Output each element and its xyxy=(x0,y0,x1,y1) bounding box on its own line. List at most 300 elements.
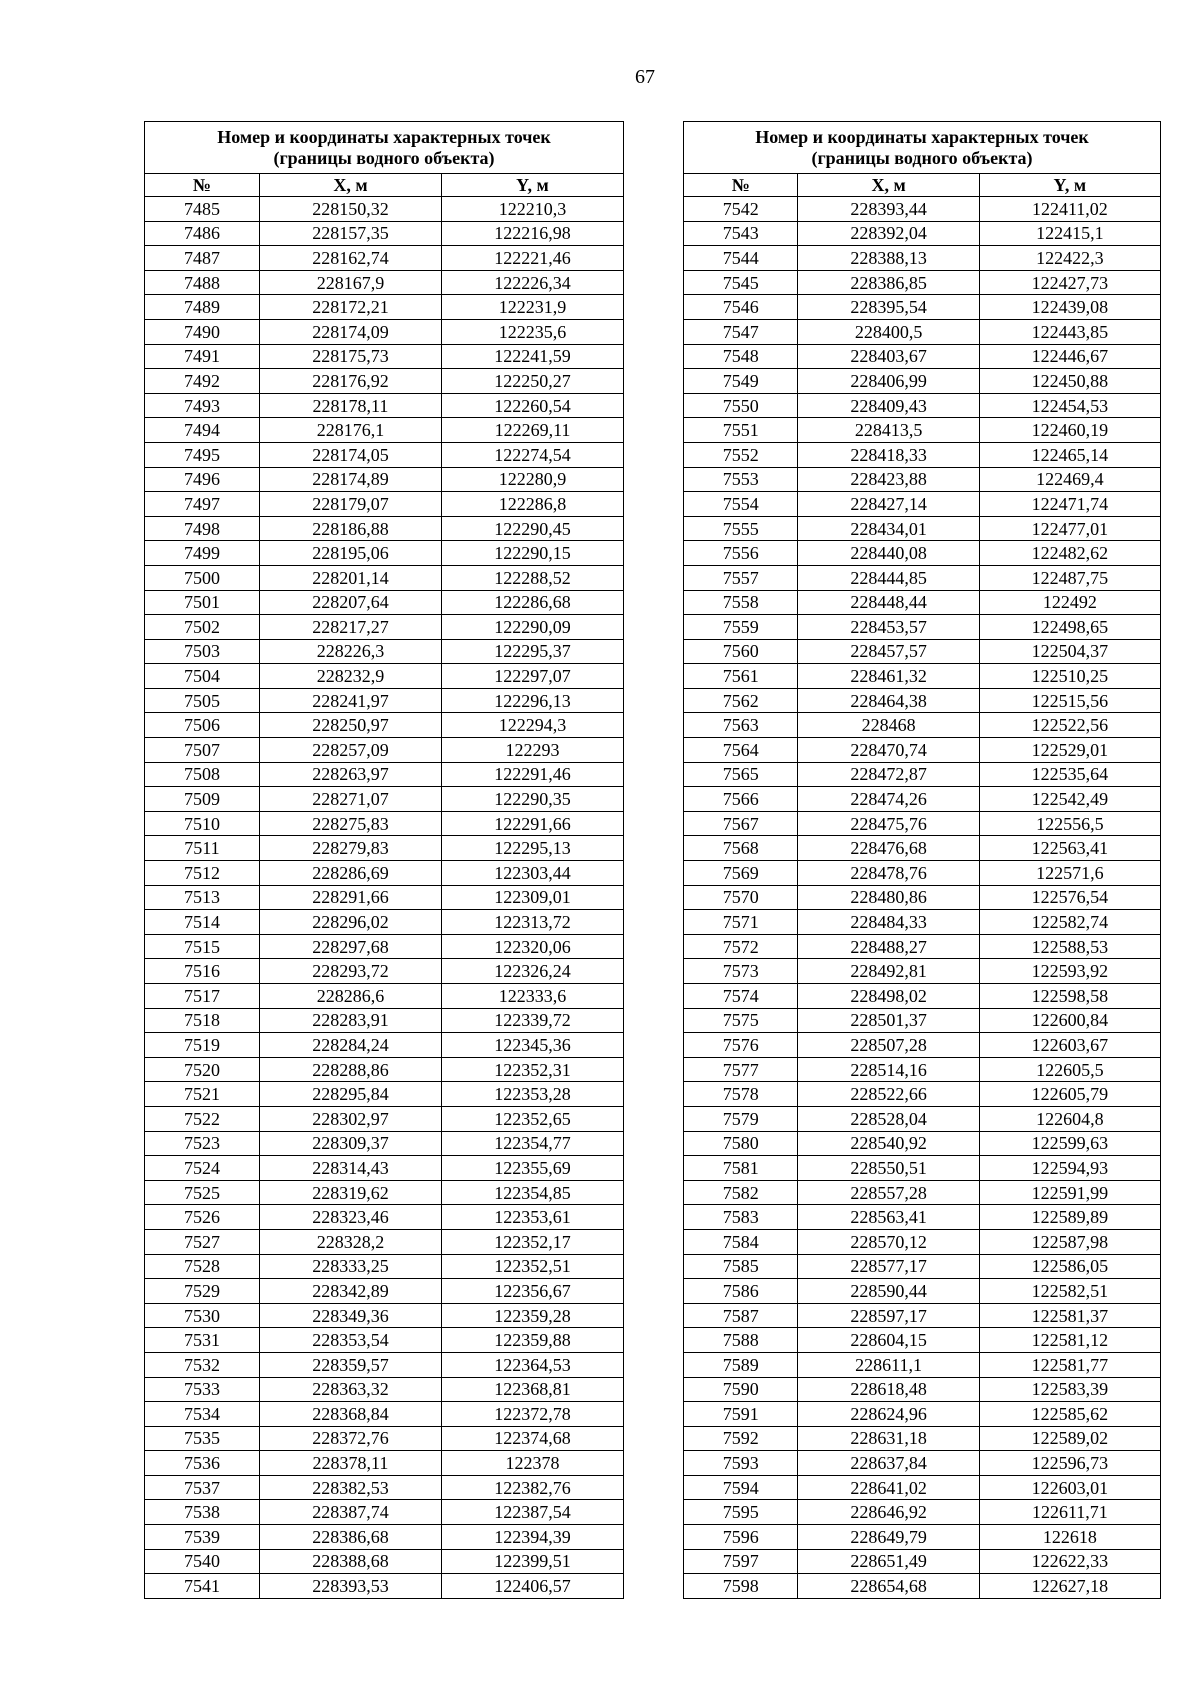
point-number-cell: 7510 xyxy=(145,811,260,836)
point-number-cell: 7568 xyxy=(684,836,798,861)
point-number-cell: 7545 xyxy=(684,270,798,295)
table-row xyxy=(145,688,624,713)
x-coordinate-cell: 228295,84 xyxy=(259,1082,441,1107)
table-row xyxy=(145,984,624,1009)
point-number-cell: 7553 xyxy=(684,467,798,492)
y-coordinate-cell: 122515,56 xyxy=(979,688,1160,713)
table-row xyxy=(684,516,1161,541)
point-number-cell: 7542 xyxy=(684,197,798,222)
table-row xyxy=(145,590,624,615)
x-coordinate-cell: 228314,43 xyxy=(259,1156,441,1181)
table-row xyxy=(145,1254,624,1279)
point-number-cell: 7551 xyxy=(684,418,798,443)
point-number-cell: 7537 xyxy=(145,1475,260,1500)
x-coordinate-cell: 228597,17 xyxy=(798,1303,979,1328)
point-number-cell: 7584 xyxy=(684,1229,798,1254)
x-coordinate-cell: 228349,36 xyxy=(259,1303,441,1328)
table-row xyxy=(684,738,1161,763)
x-coordinate-cell: 228309,37 xyxy=(259,1131,441,1156)
point-number-cell: 7523 xyxy=(145,1131,260,1156)
y-coordinate-cell: 122382,76 xyxy=(441,1475,623,1500)
x-coordinate-cell: 228641,02 xyxy=(798,1475,979,1500)
table-row xyxy=(145,270,624,295)
table-row xyxy=(145,1525,624,1550)
y-coordinate-cell: 122290,15 xyxy=(441,541,623,566)
x-coordinate-cell: 228302,97 xyxy=(259,1106,441,1131)
x-coordinate-cell: 228406,99 xyxy=(798,369,979,394)
point-number-cell: 7532 xyxy=(145,1352,260,1377)
point-number-cell: 7526 xyxy=(145,1205,260,1230)
y-coordinate-cell: 122286,8 xyxy=(441,492,623,517)
point-number-cell: 7592 xyxy=(684,1426,798,1451)
table-row xyxy=(684,836,1161,861)
point-number-cell: 7559 xyxy=(684,615,798,640)
y-coordinate-cell: 122529,01 xyxy=(979,738,1160,763)
y-coordinate-cell: 122582,51 xyxy=(979,1279,1160,1304)
y-coordinate-cell: 122309,01 xyxy=(441,885,623,910)
table-row xyxy=(684,1033,1161,1058)
x-coordinate-cell: 228388,68 xyxy=(259,1549,441,1574)
x-coordinate-cell: 228172,21 xyxy=(259,295,441,320)
table-row xyxy=(145,1106,624,1131)
x-coordinate-cell: 228461,32 xyxy=(798,664,979,689)
y-coordinate-cell: 122290,35 xyxy=(441,787,623,812)
y-coordinate-cell: 122353,28 xyxy=(441,1082,623,1107)
y-coordinate-cell: 122593,92 xyxy=(979,959,1160,984)
table-row xyxy=(145,1402,624,1427)
x-coordinate-cell: 228342,89 xyxy=(259,1279,441,1304)
x-coordinate-cell: 228474,26 xyxy=(798,787,979,812)
point-number-cell: 7564 xyxy=(684,738,798,763)
point-number-cell: 7582 xyxy=(684,1180,798,1205)
point-number-cell: 7577 xyxy=(684,1057,798,1082)
point-number-cell: 7507 xyxy=(145,738,260,763)
x-coordinate-cell: 228470,74 xyxy=(798,738,979,763)
point-number-cell: 7534 xyxy=(145,1402,260,1427)
point-number-cell: 7597 xyxy=(684,1549,798,1574)
x-coordinate-cell: 228372,76 xyxy=(259,1426,441,1451)
x-coordinate-cell: 228604,15 xyxy=(798,1328,979,1353)
table-row xyxy=(684,270,1161,295)
x-coordinate-cell: 228448,44 xyxy=(798,590,979,615)
y-coordinate-cell: 122226,34 xyxy=(441,270,623,295)
point-number-cell: 7588 xyxy=(684,1328,798,1353)
y-coordinate-cell: 122235,6 xyxy=(441,319,623,344)
x-coordinate-cell: 228440,08 xyxy=(798,541,979,566)
table-row xyxy=(145,1475,624,1500)
x-coordinate-cell: 228293,72 xyxy=(259,959,441,984)
table-row xyxy=(145,1008,624,1033)
point-number-cell: 7581 xyxy=(684,1156,798,1181)
point-number-cell: 7547 xyxy=(684,319,798,344)
y-coordinate-cell: 122450,88 xyxy=(979,369,1160,394)
point-number-cell: 7487 xyxy=(145,246,260,271)
x-coordinate-cell: 228427,14 xyxy=(798,492,979,517)
table-row xyxy=(145,319,624,344)
y-coordinate-cell: 122603,67 xyxy=(979,1033,1160,1058)
x-coordinate-cell: 228618,48 xyxy=(798,1377,979,1402)
y-coordinate-cell: 122293 xyxy=(441,738,623,763)
x-coordinate-cell: 228570,12 xyxy=(798,1229,979,1254)
y-coordinate-cell: 122216,98 xyxy=(441,221,623,246)
y-coordinate-cell: 122352,31 xyxy=(441,1057,623,1082)
x-coordinate-cell: 228522,66 xyxy=(798,1082,979,1107)
y-coordinate-cell: 122542,49 xyxy=(979,787,1160,812)
x-coordinate-cell: 228393,53 xyxy=(259,1574,441,1599)
x-coordinate-cell: 228178,11 xyxy=(259,393,441,418)
point-number-cell: 7527 xyxy=(145,1229,260,1254)
point-number-cell: 7567 xyxy=(684,811,798,836)
point-number-cell: 7491 xyxy=(145,344,260,369)
point-number-cell: 7565 xyxy=(684,762,798,787)
y-coordinate-cell: 122583,39 xyxy=(979,1377,1160,1402)
table-row xyxy=(684,910,1161,935)
y-coordinate-cell: 122611,71 xyxy=(979,1500,1160,1525)
table-row xyxy=(145,1057,624,1082)
table-row xyxy=(145,1229,624,1254)
x-coordinate-cell: 228392,04 xyxy=(798,221,979,246)
point-number-cell: 7590 xyxy=(684,1377,798,1402)
x-coordinate-cell: 228472,87 xyxy=(798,762,979,787)
y-coordinate-cell: 122372,78 xyxy=(441,1402,623,1427)
y-coordinate-cell: 122581,37 xyxy=(979,1303,1160,1328)
point-number-cell: 7490 xyxy=(145,319,260,344)
y-coordinate-cell: 122587,98 xyxy=(979,1229,1160,1254)
table-row xyxy=(684,1254,1161,1279)
point-number-cell: 7500 xyxy=(145,565,260,590)
point-number-cell: 7596 xyxy=(684,1525,798,1550)
y-coordinate-cell: 122353,61 xyxy=(441,1205,623,1230)
table-row xyxy=(145,393,624,418)
y-coordinate-cell: 122352,51 xyxy=(441,1254,623,1279)
table-row xyxy=(684,1328,1161,1353)
point-number-cell: 7530 xyxy=(145,1303,260,1328)
y-coordinate-cell: 122297,07 xyxy=(441,664,623,689)
y-coordinate-cell: 122535,64 xyxy=(979,762,1160,787)
point-number-cell: 7519 xyxy=(145,1033,260,1058)
point-number-cell: 7497 xyxy=(145,492,260,517)
table-row xyxy=(145,1549,624,1574)
y-coordinate-cell: 122326,24 xyxy=(441,959,623,984)
table-row xyxy=(145,442,624,467)
table-row xyxy=(684,344,1161,369)
y-coordinate-cell: 122556,5 xyxy=(979,811,1160,836)
caption-line-2: (границы водного объекта) xyxy=(811,147,1033,168)
y-coordinate-cell: 122364,53 xyxy=(441,1352,623,1377)
x-coordinate-cell: 228507,28 xyxy=(798,1033,979,1058)
table-row xyxy=(684,615,1161,640)
point-number-cell: 7544 xyxy=(684,246,798,271)
x-coordinate-cell: 228179,07 xyxy=(259,492,441,517)
column-header-x: X, м xyxy=(798,174,979,197)
table-row xyxy=(145,1082,624,1107)
table-row xyxy=(684,885,1161,910)
y-coordinate-cell: 122269,11 xyxy=(441,418,623,443)
y-coordinate-cell: 122333,6 xyxy=(441,984,623,1009)
x-coordinate-cell: 228444,85 xyxy=(798,565,979,590)
table-caption xyxy=(684,122,1161,174)
point-number-cell: 7496 xyxy=(145,467,260,492)
y-coordinate-cell: 122510,25 xyxy=(979,664,1160,689)
point-number-cell: 7569 xyxy=(684,861,798,886)
table-row xyxy=(145,369,624,394)
point-number-cell: 7493 xyxy=(145,393,260,418)
x-coordinate-cell: 228476,68 xyxy=(798,836,979,861)
point-number-cell: 7520 xyxy=(145,1057,260,1082)
y-coordinate-cell: 122339,72 xyxy=(441,1008,623,1033)
x-coordinate-cell: 228423,88 xyxy=(798,467,979,492)
table-row xyxy=(145,1156,624,1181)
table-row xyxy=(684,393,1161,418)
point-number-cell: 7573 xyxy=(684,959,798,984)
point-number-cell: 7593 xyxy=(684,1451,798,1476)
point-number-cell: 7595 xyxy=(684,1500,798,1525)
point-number-cell: 7511 xyxy=(145,836,260,861)
x-coordinate-cell: 228434,01 xyxy=(798,516,979,541)
x-coordinate-cell: 228409,43 xyxy=(798,393,979,418)
point-number-cell: 7517 xyxy=(145,984,260,1009)
point-number-cell: 7591 xyxy=(684,1402,798,1427)
y-coordinate-cell: 122571,6 xyxy=(979,861,1160,886)
point-number-cell: 7563 xyxy=(684,713,798,738)
y-coordinate-cell: 122604,8 xyxy=(979,1106,1160,1131)
y-coordinate-cell: 122585,62 xyxy=(979,1402,1160,1427)
y-coordinate-cell: 122354,85 xyxy=(441,1180,623,1205)
table-row xyxy=(145,639,624,664)
y-coordinate-cell: 122603,01 xyxy=(979,1475,1160,1500)
x-coordinate-cell: 228464,38 xyxy=(798,688,979,713)
table-row xyxy=(684,418,1161,443)
point-number-cell: 7499 xyxy=(145,541,260,566)
table-row xyxy=(684,1156,1161,1181)
table-row xyxy=(145,959,624,984)
x-coordinate-cell: 228284,24 xyxy=(259,1033,441,1058)
point-number-cell: 7548 xyxy=(684,344,798,369)
x-coordinate-cell: 228297,68 xyxy=(259,934,441,959)
y-coordinate-cell: 122359,88 xyxy=(441,1328,623,1353)
point-number-cell: 7488 xyxy=(145,270,260,295)
x-coordinate-cell: 228468 xyxy=(798,713,979,738)
y-coordinate-cell: 122594,93 xyxy=(979,1156,1160,1181)
table-row xyxy=(145,541,624,566)
x-coordinate-cell: 228271,07 xyxy=(259,787,441,812)
y-coordinate-cell: 122352,17 xyxy=(441,1229,623,1254)
x-coordinate-cell: 228386,85 xyxy=(798,270,979,295)
y-coordinate-cell: 122582,74 xyxy=(979,910,1160,935)
x-coordinate-cell: 228577,17 xyxy=(798,1254,979,1279)
point-number-cell: 7550 xyxy=(684,393,798,418)
x-coordinate-cell: 228263,97 xyxy=(259,762,441,787)
x-coordinate-cell: 228624,96 xyxy=(798,1402,979,1427)
y-coordinate-cell: 122591,99 xyxy=(979,1180,1160,1205)
table-row xyxy=(684,492,1161,517)
y-coordinate-cell: 122320,06 xyxy=(441,934,623,959)
x-coordinate-cell: 228611,1 xyxy=(798,1352,979,1377)
x-coordinate-cell: 228353,54 xyxy=(259,1328,441,1353)
y-coordinate-cell: 122469,4 xyxy=(979,467,1160,492)
y-coordinate-cell: 122378 xyxy=(441,1451,623,1476)
x-coordinate-cell: 228382,53 xyxy=(259,1475,441,1500)
y-coordinate-cell: 122589,89 xyxy=(979,1205,1160,1230)
point-number-cell: 7503 xyxy=(145,639,260,664)
y-coordinate-cell: 122210,3 xyxy=(441,197,623,222)
table-row xyxy=(145,246,624,271)
y-coordinate-cell: 122446,67 xyxy=(979,344,1160,369)
point-number-cell: 7533 xyxy=(145,1377,260,1402)
y-coordinate-cell: 122303,44 xyxy=(441,861,623,886)
point-number-cell: 7485 xyxy=(145,197,260,222)
point-number-cell: 7562 xyxy=(684,688,798,713)
x-coordinate-cell: 228291,66 xyxy=(259,885,441,910)
table-row xyxy=(684,369,1161,394)
y-coordinate-cell: 122605,5 xyxy=(979,1057,1160,1082)
point-number-cell: 7552 xyxy=(684,442,798,467)
table-row xyxy=(145,713,624,738)
point-number-cell: 7587 xyxy=(684,1303,798,1328)
x-coordinate-cell: 228176,1 xyxy=(259,418,441,443)
y-coordinate-cell: 122221,46 xyxy=(441,246,623,271)
table-body xyxy=(145,197,624,1599)
table-body xyxy=(684,197,1161,1599)
x-coordinate-cell: 228654,68 xyxy=(798,1574,979,1599)
y-coordinate-cell: 122454,53 xyxy=(979,393,1160,418)
table-row xyxy=(684,639,1161,664)
table-row xyxy=(145,861,624,886)
point-number-cell: 7578 xyxy=(684,1082,798,1107)
y-coordinate-cell: 122586,05 xyxy=(979,1254,1160,1279)
y-coordinate-cell: 122374,68 xyxy=(441,1426,623,1451)
y-coordinate-cell: 122471,74 xyxy=(979,492,1160,517)
table-row xyxy=(684,1426,1161,1451)
x-coordinate-cell: 228363,32 xyxy=(259,1377,441,1402)
point-number-cell: 7502 xyxy=(145,615,260,640)
x-coordinate-cell: 228368,84 xyxy=(259,1402,441,1427)
y-coordinate-cell: 122487,75 xyxy=(979,565,1160,590)
table-row xyxy=(684,1500,1161,1525)
y-coordinate-cell: 122522,56 xyxy=(979,713,1160,738)
table-row xyxy=(145,885,624,910)
point-number-cell: 7516 xyxy=(145,959,260,984)
y-coordinate-cell: 122492 xyxy=(979,590,1160,615)
x-coordinate-cell: 228175,73 xyxy=(259,344,441,369)
column-header-y: Y, м xyxy=(979,174,1160,197)
table-row xyxy=(684,959,1161,984)
y-coordinate-cell: 122399,51 xyxy=(441,1549,623,1574)
table-row xyxy=(145,492,624,517)
caption-line-2: (границы водного объекта) xyxy=(273,147,495,168)
table-row xyxy=(684,713,1161,738)
table-row xyxy=(684,861,1161,886)
point-number-cell: 7492 xyxy=(145,369,260,394)
point-number-cell: 7528 xyxy=(145,1254,260,1279)
x-coordinate-cell: 228333,25 xyxy=(259,1254,441,1279)
x-coordinate-cell: 228279,83 xyxy=(259,836,441,861)
y-coordinate-cell: 122618 xyxy=(979,1525,1160,1550)
y-coordinate-cell: 122387,54 xyxy=(441,1500,623,1525)
point-number-cell: 7538 xyxy=(145,1500,260,1525)
table-row xyxy=(145,1426,624,1451)
table-row xyxy=(684,1229,1161,1254)
x-coordinate-cell: 228217,27 xyxy=(259,615,441,640)
table-row xyxy=(684,984,1161,1009)
x-coordinate-cell: 228550,51 xyxy=(798,1156,979,1181)
table-row xyxy=(145,1352,624,1377)
y-coordinate-cell: 122605,79 xyxy=(979,1082,1160,1107)
y-coordinate-cell: 122295,37 xyxy=(441,639,623,664)
table-row xyxy=(684,664,1161,689)
table-row xyxy=(684,934,1161,959)
x-coordinate-cell: 228201,14 xyxy=(259,565,441,590)
y-coordinate-cell: 122295,13 xyxy=(441,836,623,861)
y-coordinate-cell: 122589,02 xyxy=(979,1426,1160,1451)
table-row xyxy=(145,1377,624,1402)
table-row xyxy=(145,1131,624,1156)
x-coordinate-cell: 228195,06 xyxy=(259,541,441,566)
point-number-cell: 7524 xyxy=(145,1156,260,1181)
column-header-x: X, м xyxy=(259,174,441,197)
table-row xyxy=(145,910,624,935)
point-number-cell: 7560 xyxy=(684,639,798,664)
x-coordinate-cell: 228275,83 xyxy=(259,811,441,836)
point-number-cell: 7579 xyxy=(684,1106,798,1131)
table-row xyxy=(684,1402,1161,1427)
table-row xyxy=(145,1574,624,1599)
point-number-cell: 7498 xyxy=(145,516,260,541)
y-coordinate-cell: 122356,67 xyxy=(441,1279,623,1304)
y-coordinate-cell: 122477,01 xyxy=(979,516,1160,541)
y-coordinate-cell: 122290,09 xyxy=(441,615,623,640)
point-number-cell: 7546 xyxy=(684,295,798,320)
y-coordinate-cell: 122422,3 xyxy=(979,246,1160,271)
caption-line-1: Номер и координаты характерных точек xyxy=(217,126,551,147)
y-coordinate-cell: 122581,12 xyxy=(979,1328,1160,1353)
table-row xyxy=(684,1205,1161,1230)
y-coordinate-cell: 122563,41 xyxy=(979,836,1160,861)
y-coordinate-cell: 122355,69 xyxy=(441,1156,623,1181)
y-coordinate-cell: 122504,37 xyxy=(979,639,1160,664)
y-coordinate-cell: 122415,1 xyxy=(979,221,1160,246)
point-number-cell: 7561 xyxy=(684,664,798,689)
table-row xyxy=(145,787,624,812)
x-coordinate-cell: 228453,57 xyxy=(798,615,979,640)
point-number-cell: 7575 xyxy=(684,1008,798,1033)
table-row xyxy=(145,1033,624,1058)
point-number-cell: 7518 xyxy=(145,1008,260,1033)
x-coordinate-cell: 228492,81 xyxy=(798,959,979,984)
x-coordinate-cell: 228557,28 xyxy=(798,1180,979,1205)
point-number-cell: 7495 xyxy=(145,442,260,467)
point-number-cell: 7522 xyxy=(145,1106,260,1131)
point-number-cell: 7543 xyxy=(684,221,798,246)
table-row xyxy=(684,1131,1161,1156)
y-coordinate-cell: 122359,28 xyxy=(441,1303,623,1328)
point-number-cell: 7571 xyxy=(684,910,798,935)
y-coordinate-cell: 122600,84 xyxy=(979,1008,1160,1033)
x-coordinate-cell: 228328,2 xyxy=(259,1229,441,1254)
point-number-cell: 7514 xyxy=(145,910,260,935)
x-coordinate-cell: 228186,88 xyxy=(259,516,441,541)
table-row xyxy=(145,418,624,443)
table-row xyxy=(145,1279,624,1304)
point-number-cell: 7556 xyxy=(684,541,798,566)
page-number: 67 xyxy=(635,66,655,88)
table-row xyxy=(145,1180,624,1205)
table-row xyxy=(145,615,624,640)
x-coordinate-cell: 228162,74 xyxy=(259,246,441,271)
point-number-cell: 7585 xyxy=(684,1254,798,1279)
point-number-cell: 7557 xyxy=(684,565,798,590)
y-coordinate-cell: 122406,57 xyxy=(441,1574,623,1599)
